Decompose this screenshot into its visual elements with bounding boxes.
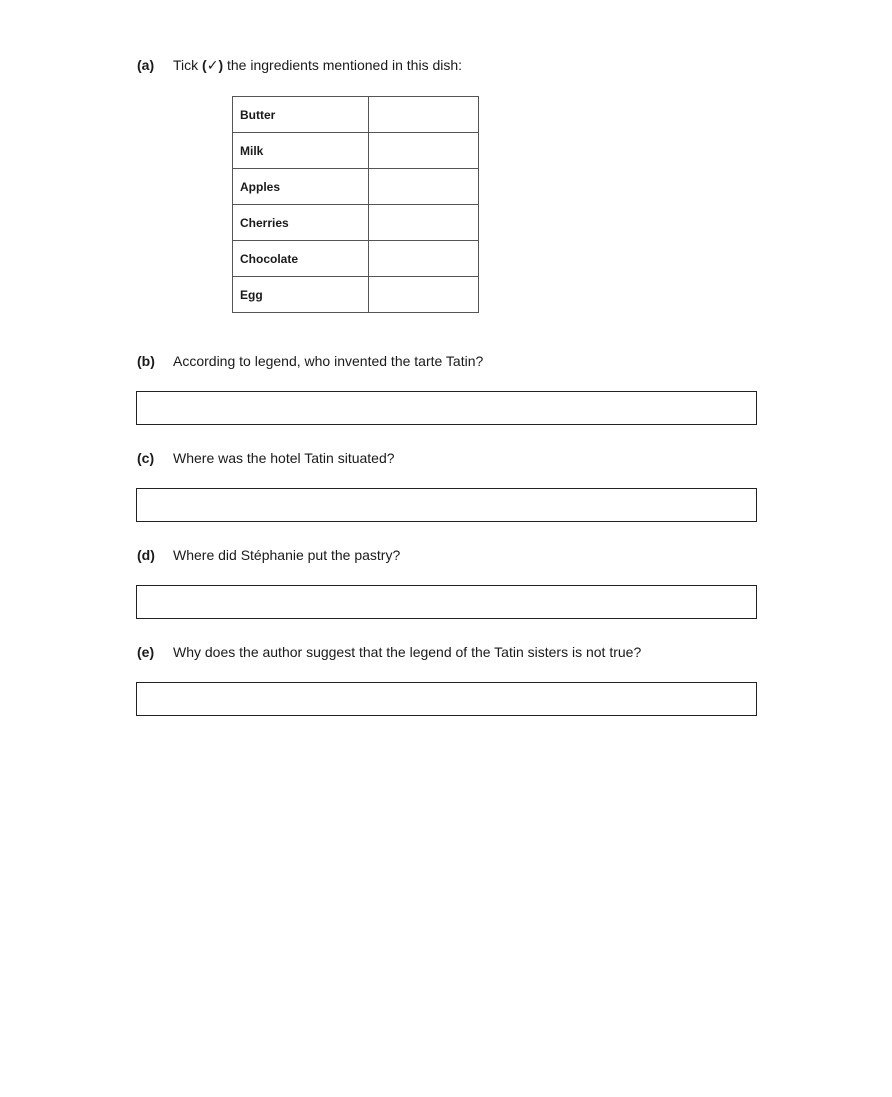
question-e-label: (e) — [137, 644, 155, 660]
question-c — [137, 449, 395, 467]
tick-box[interactable] — [369, 241, 479, 277]
question-a — [137, 56, 462, 74]
table-row — [233, 205, 479, 241]
question-a-text-before: Tick — [173, 57, 199, 73]
table-row — [233, 97, 479, 133]
question-d-text: Where did Stéphanie put the pastry? — [173, 547, 401, 563]
ingredients-table — [232, 96, 479, 313]
answer-box-d[interactable] — [136, 585, 757, 619]
ingredient-label: Butter — [233, 97, 369, 133]
tick-box[interactable] — [369, 205, 479, 241]
ingredient-label: Egg — [233, 277, 369, 313]
question-a-text-after: the ingredients mentioned in this dish: — [227, 57, 463, 73]
question-d — [137, 546, 400, 564]
table-row — [233, 169, 479, 205]
table-row — [233, 133, 479, 169]
ingredient-label: Chocolate — [233, 241, 369, 277]
answer-box-c[interactable] — [136, 488, 757, 522]
answer-box-b[interactable] — [136, 391, 757, 425]
tick-box[interactable] — [369, 277, 479, 313]
question-a-label: (a) — [137, 57, 155, 73]
tick-symbol: (✓) — [202, 57, 224, 73]
table-row — [233, 241, 479, 277]
question-c-text: Where was the hotel Tatin situated? — [173, 450, 395, 466]
ingredient-label: Milk — [233, 133, 369, 169]
question-b-text: According to legend, who invented the tarte Tatin? — [173, 353, 484, 369]
question-b — [137, 352, 483, 370]
tick-box[interactable] — [369, 133, 479, 169]
ingredient-label: Cherries — [233, 205, 369, 241]
question-d-label: (d) — [137, 547, 155, 563]
question-c-label: (c) — [137, 450, 155, 466]
question-b-label: (b) — [137, 353, 155, 369]
tick-box[interactable] — [369, 97, 479, 133]
tick-box[interactable] — [369, 169, 479, 205]
question-e — [137, 643, 641, 661]
ingredient-label: Apples — [233, 169, 369, 205]
question-e-text: Why does the author suggest that the legend of the Tatin sisters is not true? — [173, 644, 642, 660]
answer-box-e[interactable] — [136, 682, 757, 716]
table-row — [233, 277, 479, 313]
